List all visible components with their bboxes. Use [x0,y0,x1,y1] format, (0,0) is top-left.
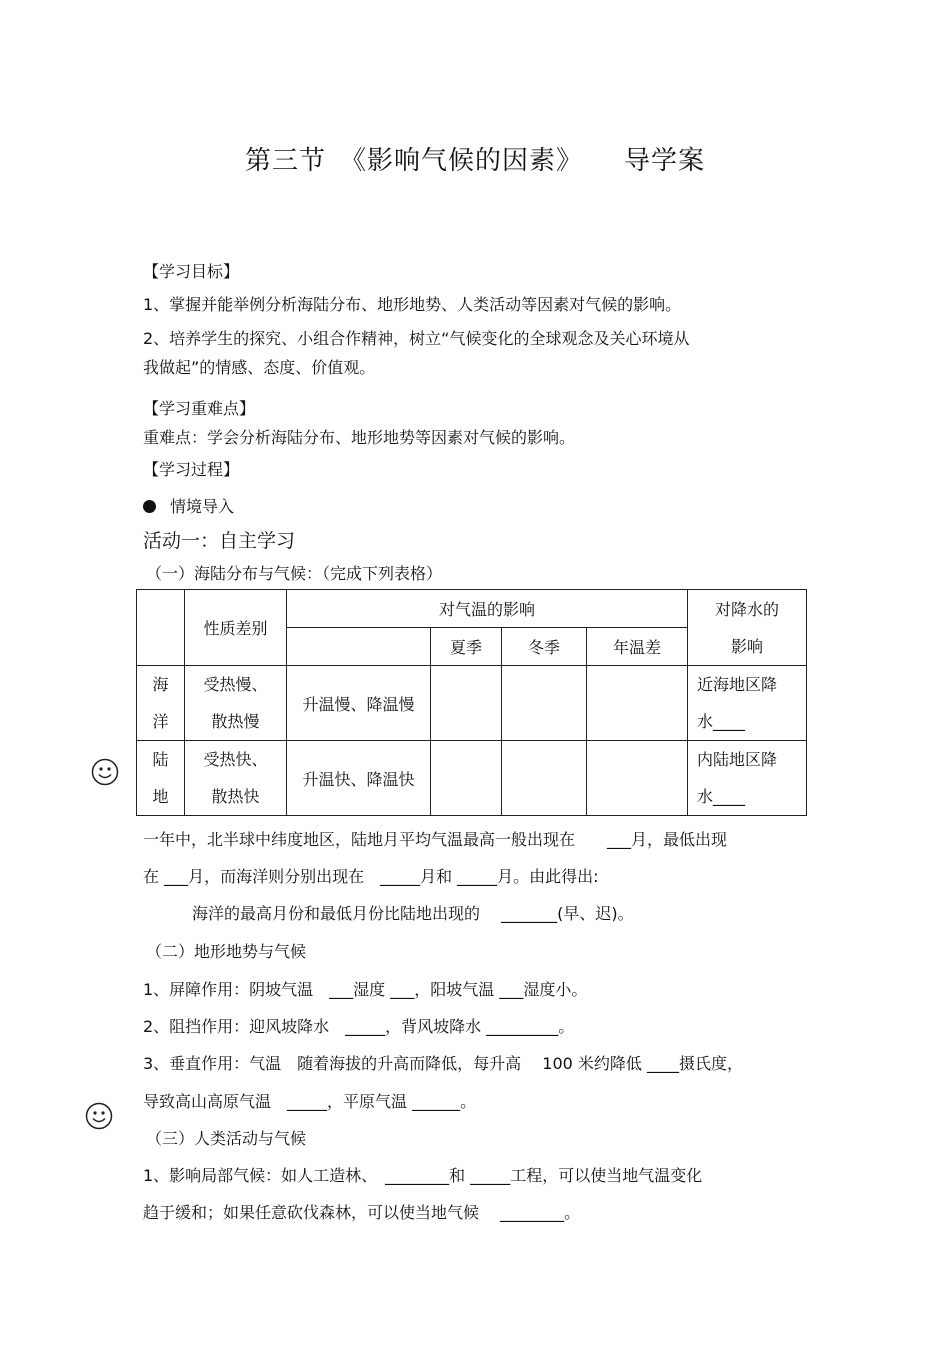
header-winter: 冬季 [502,628,587,666]
row-precipitation: 近海地区降 水____ [688,666,807,741]
header-summer: 夏季 [431,628,502,666]
section-1-text-line-1: 一年中，北半球中纬度地区，陆地月平均气温最高一般出现在 ___月，最低出现 [143,830,728,849]
section-3-item-1-line-2: 趋于缓和；如果任意砍伐森林，可以使当地气候 ________。 [143,1203,581,1222]
section-1-text-line-3: 海洋的最高月份和最低月份比陆地出现的 _______(早、迟)。 [192,904,634,923]
row-temperature: 升温慢、降温慢 [287,666,431,741]
table-corner-cell [137,590,185,666]
header-temp-empty [287,628,431,666]
section-2-item-3-line-2: 导致高山高原气温 _____，平原气温 ______。 [143,1092,477,1111]
answer-cell[interactable] [502,741,587,816]
key-points-text: 重难点：学会分析海陆分布、地形地势等因素对气候的影响。 [143,428,576,447]
goal-item-2-line-2: 我做起”的情感、态度、价值观。 [143,358,376,377]
intro-bullet-item [143,494,234,517]
section-2-item-2: 2、阻挡作用：迎风坡降水 _____，背风坡降水 _________。 [143,1017,575,1036]
row-precipitation: 内陆地区降 水____ [688,741,807,816]
answer-cell[interactable] [587,666,688,741]
section-3-title: （三）人类活动与气候 [146,1129,307,1148]
smiley-face-icon [85,1102,113,1130]
header-precipitation: 对降水的 影响 [688,590,807,666]
header-nature: 性质差别 [185,590,287,666]
table-row [137,741,807,816]
header-annual-range: 年温差 [587,628,688,666]
page-title: 第三节 《影响气候的因素》 导学案 [244,146,705,176]
section-3-item-1-line-1: 1、影响局部气候：如人工造林、 ________和 _____工程，可以使当地气温变化 [143,1166,703,1185]
goals-heading: 【学习目标】 [143,262,240,281]
row-temperature: 升温快、降温快 [287,741,431,816]
smiley-face-icon [91,758,119,786]
sea-land-table [136,589,807,816]
row-nature: 受热快、 散热快 [185,741,287,816]
answer-cell[interactable] [587,741,688,816]
section-2-title: （二）地形地势与气候 [146,942,307,961]
table-row [137,666,807,741]
answer-cell[interactable] [502,666,587,741]
answer-cell[interactable] [431,741,502,816]
goal-item-1: 1、掌握并能举例分析海陆分布、地形地势、人类活动等因素对气候的影响。 [143,295,682,314]
bullet-icon [143,500,156,513]
key-points-heading: 【学习重难点】 [143,399,256,418]
intro-bullet-label: 情境导入 [170,497,235,516]
section-1-text-line-2: 在 ___月，而海洋则分别出现在 _____月和 _____月。由此得出: [143,867,599,886]
header-temperature: 对气温的影响 [287,590,688,628]
answer-cell[interactable] [431,666,502,741]
activity-title: 活动一：自主学习 [143,530,296,552]
section-2-item-3-line-1: 3、垂直作用：气温 随着海拔的升高而降低，每升高 100 米约降低 ____摄氏度， [143,1054,743,1073]
row-name: 陆 地 [137,741,185,816]
goal-item-2-line-1: 2、培养学生的探究、小组合作精神，树立“气候变化的全球观念及关心环境从 [143,329,690,348]
section-2-item-1: 1、屏障作用：阴坡气温 ___湿度 ___，阳坡气温 ___湿度小。 [143,980,588,999]
row-nature: 受热慢、 散热慢 [185,666,287,741]
row-name: 海 洋 [137,666,185,741]
process-heading: 【学习过程】 [143,460,240,479]
section-1-title: （一）海陆分布与气候：（完成下列表格） [146,564,443,583]
